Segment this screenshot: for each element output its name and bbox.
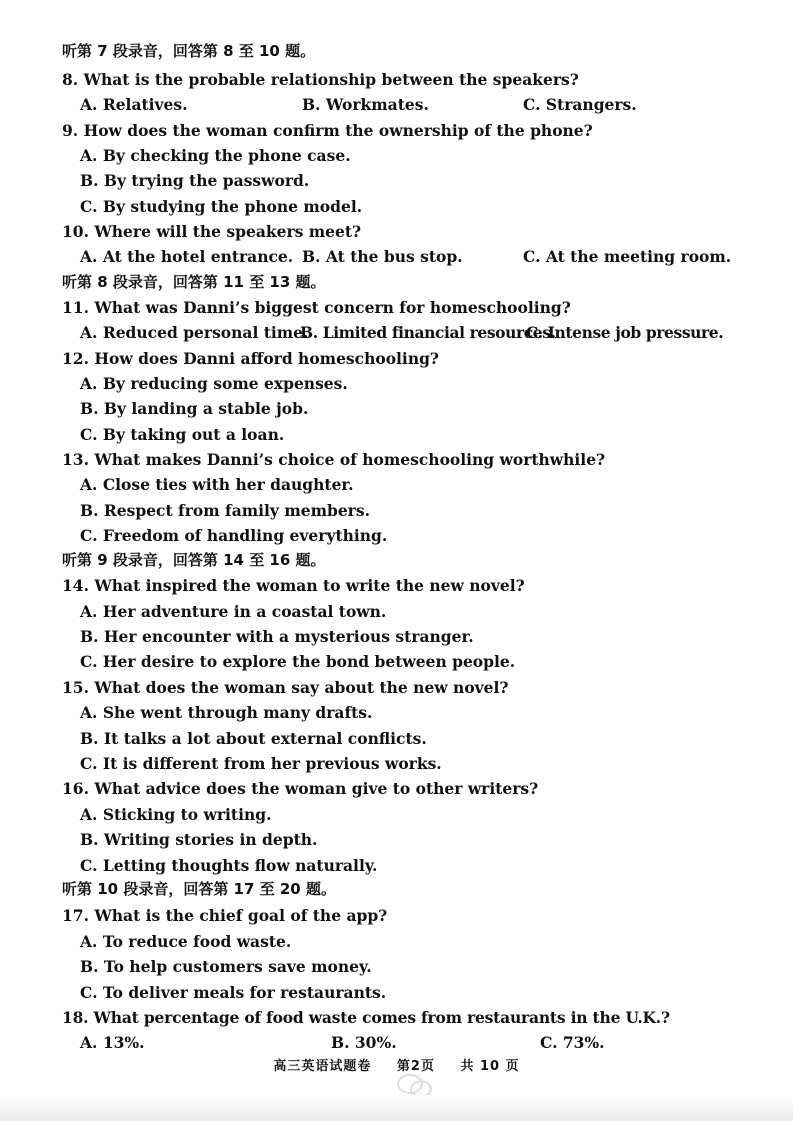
option-b: B. Limited financial resources.: [300, 323, 556, 342]
section-header: 听第 10 段录音，回答第 17 至 20 题。: [62, 880, 336, 898]
option-c: C. By taking out a loan.: [80, 425, 285, 444]
question-8-options: [0, 94, 793, 116]
section-header: 听第 9 段录音，回答第 14 至 16 题。: [62, 551, 326, 569]
option-b: B. Workmates.: [302, 95, 429, 114]
page-number: 第2页: [396, 1059, 435, 1074]
question-18-options: [0, 1032, 793, 1054]
option-a: A. Close ties with her daughter.: [80, 475, 354, 494]
option-c: C. It is different from her previous works.: [80, 754, 442, 773]
option-a: A. Reduced personal time.: [80, 323, 309, 342]
question-10-options: [0, 246, 793, 268]
option-c: C. Intense job pressure.: [526, 323, 724, 342]
exam-title: 高三英语试题卷: [273, 1059, 372, 1074]
question-11-options: [0, 322, 793, 344]
question-8: 8. What is the probable relationship between the speakers?: [62, 70, 579, 89]
option-a: A. Relatives.: [80, 95, 188, 114]
option-b: B. 30%.: [331, 1033, 397, 1052]
question-11: 11. What was Danni’s biggest concern for homeschooling?: [62, 298, 571, 317]
option-a: A. To reduce food waste.: [80, 932, 292, 951]
option-a: A. She went through many drafts.: [80, 703, 373, 722]
page-total: 共 10 页: [460, 1059, 520, 1074]
option-b: B. To help customers save money.: [80, 957, 372, 976]
question-10: 10. Where will the speakers meet?: [62, 222, 362, 241]
option-c: C. Her desire to explore the bond between people.: [80, 652, 516, 671]
scan-edge: [0, 1095, 793, 1121]
option-a: A. Sticking to writing.: [80, 805, 272, 824]
option-b: B. Writing stories in depth.: [80, 830, 318, 849]
option-a: A. By checking the phone case.: [80, 146, 351, 165]
option-c: C. 73%.: [540, 1033, 605, 1052]
question-9: 9. How does the woman confirm the ownership of the phone?: [62, 121, 593, 140]
question-14: 14. What inspired the woman to write the new novel?: [62, 576, 525, 595]
question-18: 18. What percentage of food waste comes from restaurants in the U.K.?: [62, 1008, 670, 1027]
option-a: A. At the hotel entrance.: [80, 247, 294, 266]
option-a: A. Her adventure in a coastal town.: [80, 602, 387, 621]
option-c: C. Freedom of handling everything.: [80, 526, 388, 545]
question-12: 12. How does Danni afford homeschooling?: [62, 349, 440, 368]
option-c: C. Letting thoughts flow naturally.: [80, 856, 378, 875]
option-b: B. Her encounter with a mysterious stranger.: [80, 627, 474, 646]
section-header: 听第 7 段录音，回答第 8 至 10 题。: [62, 42, 316, 60]
question-17: 17. What is the chief goal of the app?: [62, 906, 388, 925]
question-16: 16. What advice does the woman give to other writers?: [62, 779, 539, 798]
question-13: 13. What makes Danni’s choice of homeschooling worthwhile?: [62, 450, 606, 469]
question-15: 15. What does the woman say about the new novel?: [62, 678, 509, 697]
option-c: C. At the meeting room.: [523, 247, 732, 266]
option-a: A. By reducing some expenses.: [80, 374, 348, 393]
option-a: A. 13%.: [80, 1033, 145, 1052]
option-b: B. It talks a lot about external conflicts.: [80, 729, 427, 748]
option-c: C. Strangers.: [523, 95, 637, 114]
option-b: B. By landing a stable job.: [80, 399, 309, 418]
option-c: C. To deliver meals for restaurants.: [80, 983, 387, 1002]
option-c: C. By studying the phone model.: [80, 197, 363, 216]
section-header: 听第 8 段录音，回答第 11 至 13 题。: [62, 273, 326, 291]
option-b: B. Respect from family members.: [80, 501, 370, 520]
option-b: B. At the bus stop.: [302, 247, 463, 266]
option-b: B. By trying the password.: [80, 171, 310, 190]
